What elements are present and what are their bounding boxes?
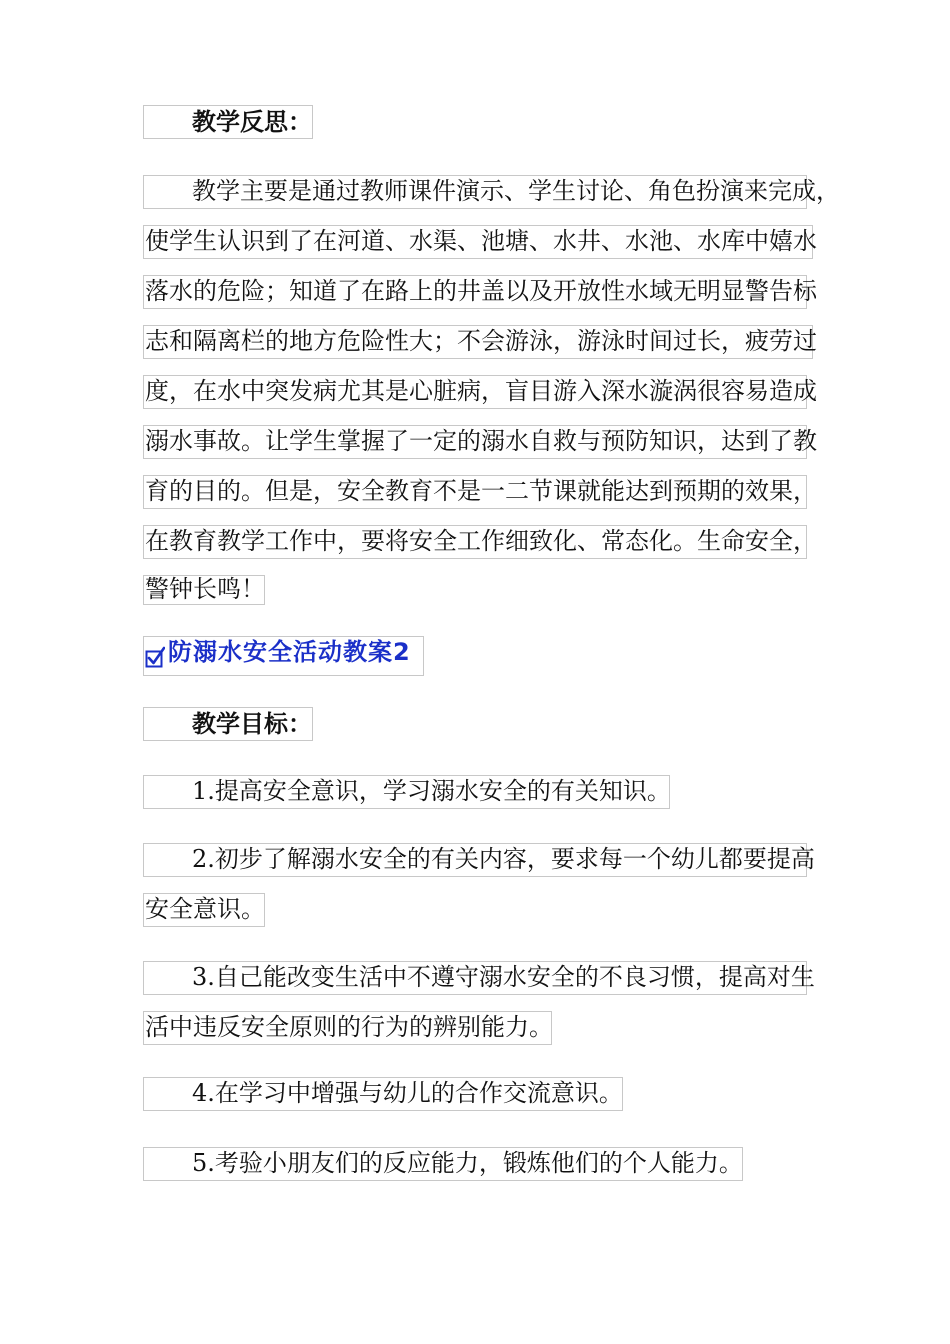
reflection-heading: 教学反思：	[192, 108, 312, 136]
goal-5-line-1: 5.考验小朋友们的反应能力，锻炼他们的个人能力。	[192, 1149, 743, 1177]
reflection-line-4: 志和隔离栏的地方危险性大；不会游泳，游泳时间过长，疲劳过	[145, 327, 817, 355]
reflection-line-1: 教学主要是通过教师课件演示、学生讨论、角色扮演来完成，	[192, 177, 840, 205]
section2-title: 防溺水安全活动教案2	[168, 638, 411, 666]
goal-3-line-1: 3.自己能改变生活中不遵守溺水安全的不良习惯，提高对生	[192, 963, 815, 991]
checkbox-checked-icon	[145, 646, 165, 668]
reflection-line-3: 落水的危险；知道了在路上的井盖以及开放性水域无明显警告标	[145, 277, 817, 305]
reflection-line-8: 在教育教学工作中，要将安全工作细致化、常态化。生命安全，	[145, 527, 817, 555]
reflection-line-7: 育的目的。但是，安全教育不是一二节课就能达到预期的效果，	[145, 477, 817, 505]
reflection-line-6: 溺水事故。让学生掌握了一定的溺水自救与预防知识，达到了教	[145, 427, 817, 455]
reflection-line-5: 度，在水中突发病尤其是心脏病，盲目游入深水漩涡很容易造成	[145, 377, 817, 405]
goal-2-line-2: 安全意识。	[145, 895, 265, 923]
goal-1-line-1: 1.提高安全意识，学习溺水安全的有关知识。	[192, 777, 671, 805]
reflection-line-2: 使学生认识到了在河道、水渠、池塘、水井、水池、水库中嬉水	[145, 227, 817, 255]
goals-heading: 教学目标：	[192, 710, 312, 738]
reflection-line-9: 警钟长鸣！	[145, 575, 265, 603]
goal-4-line-1: 4.在学习中增强与幼儿的合作交流意识。	[192, 1079, 623, 1107]
goal-3-line-2: 活中违反安全原则的行为的辨别能力。	[145, 1013, 553, 1041]
goal-2-line-1: 2.初步了解溺水安全的有关内容，要求每一个幼儿都要提高	[192, 845, 815, 873]
